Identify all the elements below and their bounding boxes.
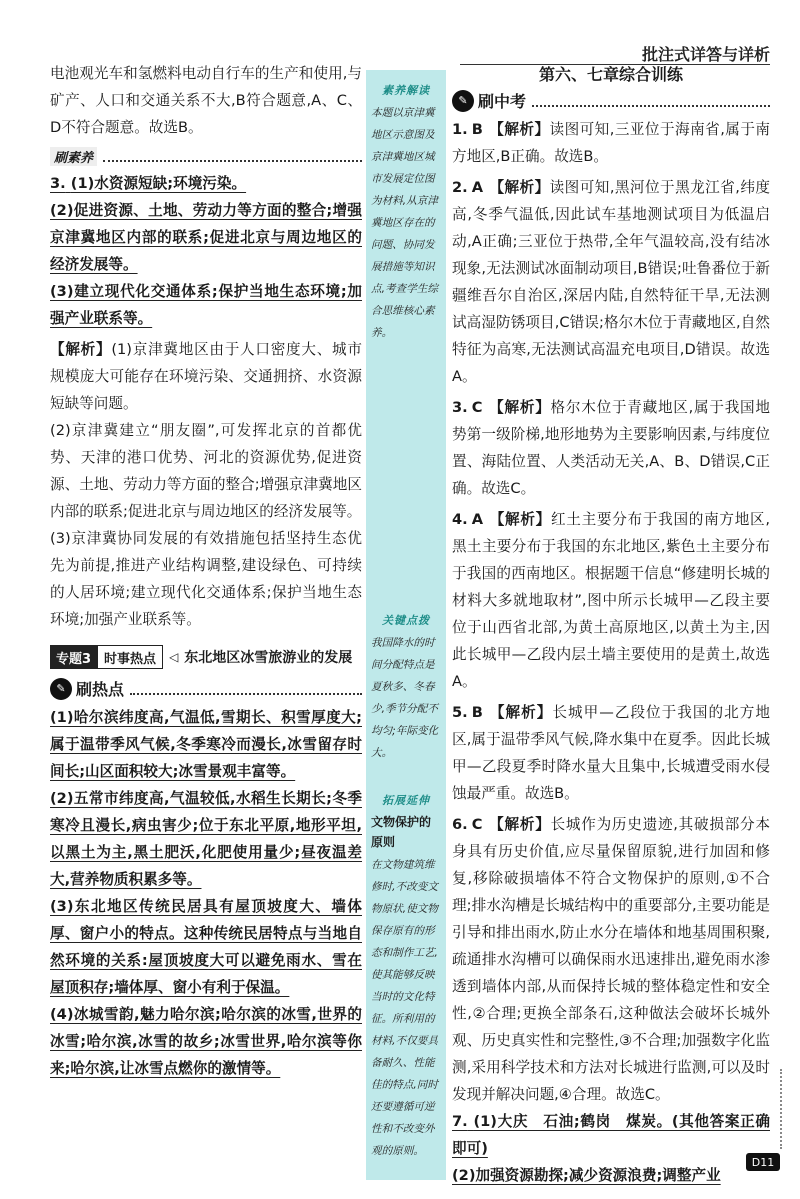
analysis-label: 【解析】 bbox=[488, 704, 553, 721]
answer-letter: B bbox=[471, 704, 483, 721]
exam-badge-icon: ✎ bbox=[452, 90, 474, 112]
arrow-icon: ◁ bbox=[169, 650, 179, 664]
topic-box: 时事热点 bbox=[97, 645, 163, 669]
analysis-text: 红土主要分布于我国的南方地区,黑土主要分布于我国的东北地区,紫色土主要分布于我国的西南地区。根据题干信息“修建明长城的材料大多就地取材”,图中所示长城甲—乙段主要位于山西省北部,为黄土高原地区,以黄土为主,因此长城甲—乙段内层土墙主要使用的是黄土,故选A。 bbox=[452, 511, 770, 690]
q3-answer-3: (3)建立现代化交通体系;保护当地生态环境;加强产业联系等。 bbox=[50, 283, 362, 327]
question-list bbox=[452, 116, 770, 1108]
analysis-label: 【解析】 bbox=[50, 341, 112, 358]
hot-badge-icon: ✎ bbox=[50, 678, 72, 700]
q7-answer-1: 7. (1)大庆 石油;鹤岗 煤炭。(其他答案正确即可) bbox=[452, 1113, 770, 1157]
hot-answer-2: (2)五常市纬度高,气温较低,水稻生长期长;冬季寒冷且漫长,病虫害少;位于东北平原,地形平坦,以黑土为主,黑土肥沃,化肥使用量少;昼夜温差大,营养物质积累多等。 bbox=[50, 790, 362, 888]
brush-exam-label: 刷中考 bbox=[478, 92, 527, 111]
q3-number: 3. bbox=[50, 175, 66, 192]
answer-letter: A bbox=[471, 511, 483, 528]
q3-answer-1: 3. (1)水资源短缺;环境污染。 bbox=[50, 175, 247, 192]
answer-letter: B bbox=[471, 121, 483, 138]
analysis-text: 读图可知,三亚位于海南省,属于南方地区,B正确。故选B。 bbox=[452, 121, 770, 165]
q3-analysis-2: (2)京津冀建立“朋友圈”,可发挥北京的首都优势、天津的港口优势、河北的资源优势,促进资源、土地、劳动力等方面的整合;增强京津冀地区内部的联系;促进北京与周边地区的经济发展等。 bbox=[50, 422, 362, 520]
running-header: 批注式详答与详析 bbox=[641, 45, 770, 64]
hot-answer-3: (3)东北地区传统民居具有屋顶坡度大、墙体厚、窗户小的特点。这种传统民居特点与当地自然环境的关系:屋顶坡度大可以避免雨水、雪在屋顶积存;墙体厚、窗小有利于保温。 bbox=[50, 898, 362, 996]
brush-literacy-label: 刷素养 bbox=[50, 147, 97, 166]
question-item bbox=[452, 506, 770, 695]
answer-letter: C bbox=[471, 816, 483, 833]
brush-hot-label: 刷热点 bbox=[76, 680, 125, 699]
sidebar-subheading-extend: 文物保护的原则 bbox=[371, 815, 432, 849]
left-column bbox=[50, 60, 362, 1082]
q3-analysis-1: 【解析】(1)京津冀地区由于人口密度大、城市规模庞大可能存在环境污染、交通拥挤、水资源短缺等问题。 bbox=[50, 341, 362, 412]
question-item bbox=[452, 174, 770, 390]
question-number: 5. bbox=[452, 704, 468, 721]
topic-badge: 专题3 bbox=[50, 645, 97, 669]
question-item bbox=[452, 699, 770, 807]
sidebar-body-literacy: 本题以京津冀地区示意图及京津冀地区城市发展定位图为材料,从京津冀地区存在的问题、协同发展措施等知识点,考查学生综合思维核心素养。 bbox=[371, 107, 438, 339]
q3-analysis-3: (3)京津冀协同发展的有效措施包括坚持生态优先为前提,推进产业结构调整,建设绿色、可持续的人居环境;建立现代化交通体系;保护当地生态环境;加强产业联系等。 bbox=[50, 530, 362, 628]
brush-literacy-tag bbox=[50, 147, 362, 166]
analysis-label: 【解析】 bbox=[488, 816, 551, 833]
q3-answer-2: (2)促进资源、土地、劳动力等方面的整合;增强京津冀地区内部的联系;促进北京与周边地区的经济发展等。 bbox=[50, 202, 362, 273]
q7-answer-2: (2)加强资源勘探;减少资源浪费;调整产业 bbox=[452, 1167, 721, 1184]
right-column bbox=[452, 60, 770, 1189]
sidebar-body-extend: 在文物建筑维修时,不改变文物原状,使文物保存原有的形态和制作工艺,使其能够反映当时的文化特征。所利用的材料,不仅要具备耐久、性能佳的特点,同时还要遵循可逆性和不改变外观的原则。 bbox=[371, 859, 438, 1157]
analysis-text: 格尔木位于青藏地区,属于我国地势第一级阶梯,地形地势为主要影响因素,与纬度位置、海陆位置、人类活动无关,A、B、D错误,C正确。故选C。 bbox=[452, 399, 770, 497]
intro-paragraph: 电池观光车和氢燃料电动自行车的生产和使用,与矿产、人口和交通关系不大,B符合题意,A、C、D不符合题意。故选B。 bbox=[50, 65, 362, 136]
page-number: D11 bbox=[746, 1153, 780, 1171]
question-number: 4. bbox=[452, 511, 468, 528]
brush-exam-tag bbox=[452, 89, 770, 112]
hot-answer-1: (1)哈尔滨纬度高,气温低,雪期长、积雪厚度大;属于温带季风气候,冬季寒冷而漫长,冰雪留存时间长;山区面积较大;冰雪景观丰富等。 bbox=[50, 709, 362, 780]
analysis-text: 长城甲—乙段位于我国的北方地区,属于温带季风气候,降水集中在夏季。因此长城甲—乙段夏季时降水量大且集中,长城遭受雨水侵蚀最严重。故选B。 bbox=[452, 704, 770, 802]
topic-title: 东北地区冰雪旅游业的发展 bbox=[184, 650, 353, 666]
question-number: 6. bbox=[452, 816, 468, 833]
dotted-rule bbox=[532, 95, 770, 107]
sidebar-body-key: 我国降水的时间分配特点是夏秋多、冬春少,季节分配不均匀;年际变化大。 bbox=[371, 637, 439, 759]
hot-answer-4: (4)冰城雪韵,魅力哈尔滨;哈尔滨的冰雪,世界的冰雪;哈尔滨,冰雪的故乡;冰雪世界,哈尔滨等你来;哈尔滨,让冰雪点燃你的激情等。 bbox=[50, 1006, 362, 1077]
analysis-label: 【解析】 bbox=[488, 399, 551, 416]
annotation-sidebar bbox=[366, 70, 446, 1180]
sidebar-heading-extend: 拓展延伸 bbox=[382, 794, 430, 807]
page-corner-dots bbox=[770, 1069, 782, 1149]
brush-hot-tag bbox=[50, 677, 362, 700]
section-title: 第六、七章综合训练 bbox=[538, 65, 683, 84]
sidebar-heading-literacy: 素养解读 bbox=[382, 84, 430, 97]
question-item bbox=[452, 811, 770, 1108]
answer-letter: C bbox=[471, 399, 483, 416]
sidebar-heading-key: 关键点拨 bbox=[382, 614, 430, 627]
analysis-label: 【解析】 bbox=[489, 179, 550, 196]
question-number: 3. bbox=[452, 399, 468, 416]
analysis-text: 长城作为历史遗迹,其破损部分本身具有历史价值,应尽量保留原貌,进行加固和修复,移除破损墙体不符合文物保护的原则,①不合理;排水沟槽是长城结构中的重要部分,主要功能是引导和排出雨水,防止水分在墙体和地基周围积聚,疏通排水沟槽可以确保雨水迅速排出,避免雨水渗透到墙体内部,从而保持长城的整体稳定性和安全性,②合理;更换全部条石,这种做法会破坏长城外观、历史真实性和完整性,③不合理;加强数字化监测,采用科学技术和方法对长城进行监测,可以及时发现并解决问题,④合理。故选C。 bbox=[452, 816, 770, 1103]
question-item bbox=[452, 394, 770, 502]
analysis-label: 【解析】 bbox=[488, 121, 550, 138]
topic-heading bbox=[50, 645, 362, 669]
question-item bbox=[452, 116, 770, 170]
question-number: 1. bbox=[452, 121, 468, 138]
answer-letter: A bbox=[471, 179, 483, 196]
question-number: 2. bbox=[452, 179, 468, 196]
analysis-label: 【解析】 bbox=[489, 511, 551, 528]
dotted-rule bbox=[130, 683, 362, 695]
dotted-rule bbox=[103, 152, 362, 162]
analysis-text: 读图可知,黑河位于黑龙江省,纬度高,冬季气温低,因此试车基地测试项目为低温启动,A正确;三亚位于热带,全年气温较高,没有结冰现象,无法测试冰面制动项目,B错误;吐鲁番位于新疆维吾尔自治区,深居内陆,自然特征干旱,无法测试高湿防锈项目,C错误;格尔木位于青藏地区,自然特征为高寒,无法测试高温充电项目,D错误。故选A。 bbox=[452, 179, 770, 385]
